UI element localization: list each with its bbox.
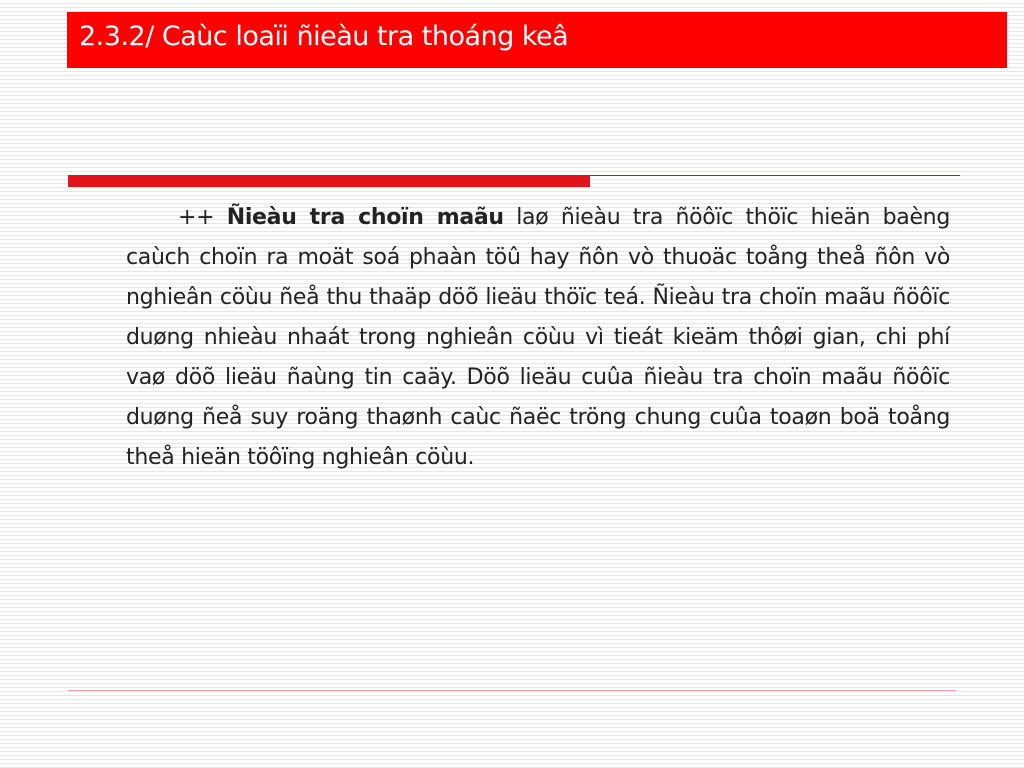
divider-red-bar — [68, 175, 590, 187]
footer-divider — [68, 690, 956, 691]
slide-title-bar — [67, 12, 1007, 68]
slide-title: 2.3.2/ Caùc loaïi ñieàu tra thoáng keâ — [79, 20, 569, 52]
body-paragraph — [126, 198, 950, 478]
body-term: Ñieàu tra choïn maãu — [226, 205, 504, 230]
title-divider — [68, 175, 960, 187]
body-content: laø ñieàu tra ñöôïc thöïc hieän baèng caùch choïn ra moät soá phaàn töû hay ñôn vò thuoäc toång theå ñôn vò nghieân cöùu ñeå thu thaäp döõ lieäu thöïc teá. Ñieàu tra choïn maãu ñöôïc duøng nhieàu nhaát trong nghieân cöùu vì tieát kieäm thôøi gian, chi phí vaø döõ lieäu ñaùng tin caäy. Döõ lieäu cuûa ñieàu tra choïn maãu ñöôïc duøng ñeå suy roäng thaønh caùc ñaëc tröng chung cuûa toaøn boä toång theå hieän töôïng nghieân cöùu. — [126, 205, 950, 470]
body-prefix: ++ — [178, 205, 227, 230]
